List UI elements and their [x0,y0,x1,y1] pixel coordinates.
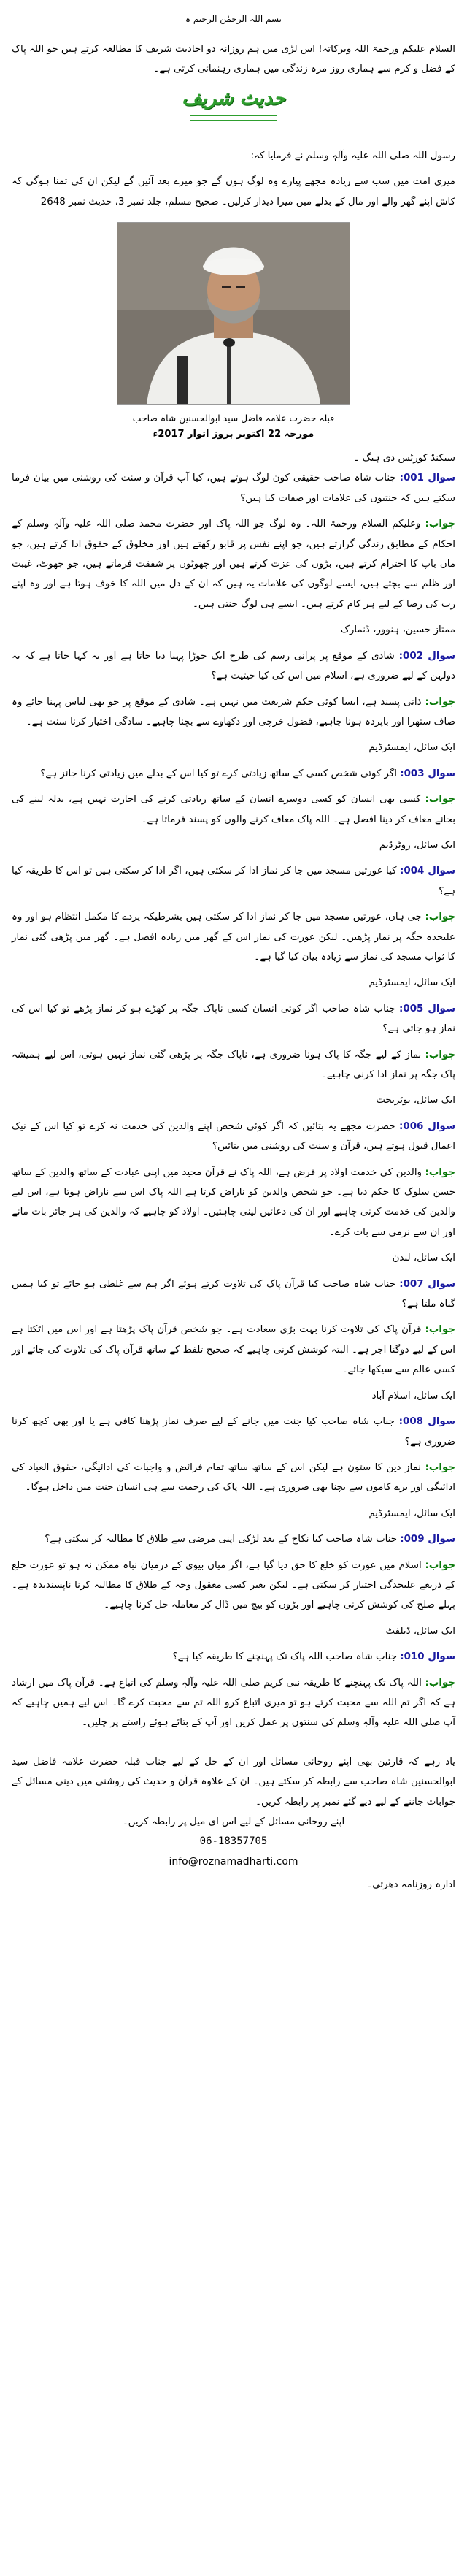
answer-label: جواب: [425,911,455,923]
answer-text [12,790,455,830]
question-label: سوال 006: [399,1120,455,1132]
question-body: کیا عورتیں مسجد میں جا کر نماز ادا کر سکتی ہیں، اگر ادا کر سکتی ہیں تو اس کا طریقہ کیا ہے؟ [12,865,455,897]
heading-underline [190,115,277,121]
question-label: سوال 003: [400,768,455,779]
answer-body: نماز دین کا ستون ہے لیکن اس کے ساتھ ساتھ تمام فرائض و واجبات کی ادائیگی، حقوق العباد کی ادائیگی اور برے کاموں سے بچنا بھی ضروری ہے۔ اللہ پاک کی رحمت سے ہی انسان جنت میں داخل ہوگا۔ [12,1461,455,1494]
question-body: شادی کے موقع پر پرانی رسم کی طرح ایک جوڑا پہنا دیا جاتا ہے اور یہ کہا جاتا ہے کہ یہ دولہن کے لیے ضروری ہے، اسلام میں اس کی کیا حیثیت ہے؟ [12,650,455,682]
question-body: جناب شاہ صاحب کیا قرآن پاک کی تلاوت کرتے ہوئے اگر ہم سے غلطی ہو جائے تو کیا ہمیں گناہ ملتا ہے؟ [12,1278,455,1310]
question-body: حضرت مجھے یہ بتائیں کہ اگر کوئی شخص اپنے والدین کی خدمت نہ کرے تو کیا اس کے نیک اعمال قبول ہوتے ہیں، قرآن و سنت کی روشنی میں بتائیں؟ [12,1120,455,1153]
question-label: سوال 007: [399,1278,455,1290]
answer-body: کسی بھی انسان کو کسی دوسرے انسان کے ساتھ زیادتی کرنے کی اجازت نہیں ہے، بدلہ لینے کی بجائے معاف کر دینا افضل ہے۔ اللہ پاک معاف کرنے والوں کو پسند فرماتا ہے۔ [12,794,455,825]
speaker-photo [117,222,350,405]
section-heading: حدیث شریف [182,87,285,110]
answer-body: نماز کے لیے جگہ کا پاک ہونا ضروری ہے، ناپاک جگہ پر پڑھی گئی نماز نہیں ہوتی، اس لیے ہمیشہ پاک جگہ پر نماز ادا کرنی چاہیے۔ [12,1049,455,1080]
question-text [12,468,455,508]
asker-name: ایک سائل، ایمسٹرڈیم [368,742,455,754]
question-label: سوال 004: [400,865,456,877]
answer-label: جواب: [425,1559,455,1571]
asker-name: ایک سائل، یوٹریخت [376,1095,455,1107]
answer-text [12,1320,455,1380]
answer-text [12,1163,455,1243]
hadith-text: میری امت میں سب سے زیادہ مجھے پیارے وہ لوگ ہوں گے جو میرے بعد آئیں گے لیکن ان کی تمنا ہوگی کہ کاش اپنے گھر والے اور مال کے بدلے میں میرا دیدار کرلیں۔ صحیح مسلم، جلد نمبر 3، حدیث نمبر 2648 [12,176,455,207]
closing-text: یاد رہے کہ قارئین بھی اپنے روحانی مسائل اور ان کے حل کے لیے جناب قبلہ حضرت علامہ فاضل سید ابوالحسنین شاہ صاحب سے رابطہ کر سکتے ہیں۔ ان کے علاوہ قرآن و حدیث کی روشنی میں دینی مسائل کے جوابات جاننے کے لیے دیے گئے نمبر پر رابطہ کریں۔ [12,1756,455,1808]
answer-body: والدین کی خدمت اولاد پر فرض ہے، اللہ پاک نے قرآن مجید میں اپنی عبادت کے ساتھ والدین کے ساتھ حسن سلوک کا حکم دیا ہے۔ جو شخص والدین کو ناراض کرتا ہے اللہ پاک اس سے ناراض ہوتا ہے، اس لیے والدین کی خدمت کرنی چاہیے اور ان کی دعائیں لینی چاہئیں۔ اولاد کو چاہیے کہ والدین کی ہر جائز بات مانے اور ان سے نرمی سے بات کرے۔ [12,1166,455,1238]
photo-caption-date: مورخہ 22 اکتوبر بروز اتوار 2017ء [153,429,314,440]
question-label: سوال 002: [398,650,455,662]
qa-intro: سیکنڈ کورٹس دی ہیگ ۔ [353,453,455,465]
question-body: جناب شاہ صاحب اللہ پاک تک پہنچنے کا طریقہ کیا ہے؟ [172,1651,397,1663]
intro-text: السلام علیکم ورحمۃ اللہ وبرکاتہ! اس لڑی میں ہم روزانہ دو احادیث شریف کا مطالعہ کرتے ہیں جو اللہ پاک کے فضل و کرم سے ہماری روز مرہ زندگی میں ہماری رہنمائی کرتی ہے۔ [12,44,455,75]
speaker-photo-illustration [117,223,350,404]
question-label: سوال 009: [400,1534,455,1545]
bismillah: بسم اللہ الرحمٰن الرحیم ہ [185,14,282,24]
email-link[interactable]: info@roznamadharti.com [169,1855,298,1868]
answer-text [12,514,455,614]
question-body: جناب شاہ صاحب حقیقی کون لوگ ہوتے ہیں، کیا آپ قرآن و سنت کی روشنی میں بیان فرما سکتے ہیں کہ جنتیوں کی علامات اور صفات کیا ہیں؟ [12,473,455,504]
question-text [12,861,455,901]
answer-text [12,907,455,967]
section-heading-wrap [12,84,455,113]
question-text [12,1647,455,1667]
answer-label: جواب: [425,794,455,806]
answer-label: جواب: [425,519,455,530]
heading-rule-wrap [12,115,455,121]
answer-label: جواب: [425,1677,455,1689]
question-label: سوال 005: [399,1003,456,1014]
question-body: جناب شاہ صاحب کیا نکاح کے بعد لڑکی اپنی مرضی سے طلاق کا مطالبہ کر سکتی ہے؟ [45,1534,397,1545]
photo-caption-name: قبلہ حضرت علامہ فاضل سید ابوالحسنین شاہ صاحب [132,413,335,424]
footer-text: ادارہ روزنامہ دھرتی۔ [366,1879,455,1891]
hadith-intro: رسول اللہ صلی اللہ علیہ وآلہٖ وسلم نے فرمایا کہ: [250,150,455,161]
question-text [12,764,455,784]
answer-text [12,1458,455,1498]
question-text [12,999,455,1039]
asker-name: ایک سائل، ڈیلفٹ [385,1625,455,1637]
contact-line: اپنے روحانی مسائل کے لیے اس ای میل پر رابطہ کریں۔ [122,1816,345,1827]
answer-label: جواب: [425,696,455,708]
question-label: سوال 010: [400,1651,455,1663]
question-text [12,646,455,687]
question-text [12,1117,455,1157]
answer-label: جواب: [425,1461,456,1473]
question-body: اگر کوئی شخص کسی کے ساتھ زیادتی کرے تو کیا اس کے بدلے میں زیادتی کرنا جائز ہے؟ [40,768,397,779]
asker-name: ایک سائل، ایمسٹرڈیم [368,977,455,989]
phone-number[interactable]: 06-18357705 [199,1835,268,1848]
answer-text [12,1673,455,1733]
answer-text [12,692,455,733]
answer-body: ذاتی پسند ہے، ایسا کوئی حکم شریعت میں نہیں ہے۔ شادی کے موقع پر جو بھی لباس پہنا جائے وہ صاف ستھرا اور باپردہ ہونا چاہیے، فضول خرچی اور دکھاوے سے بچنا چاہیے۔ سادگی اختیار کرنا سنت ہے۔ [12,696,455,727]
question-text [12,1529,455,1549]
answer-body: اللہ پاک تک پہنچنے کا طریقہ نبی کریم صلی اللہ علیہ وآلہٖ وسلم کی اتباع ہے۔ قرآن پاک میں ارشاد ہے کہ اگر تم اللہ سے محبت کرتے ہو تو میری اتباع کرو اللہ تم سے محبت کرے گا۔ اس لیے ہمیں چاہیے کہ آپ صلی اللہ علیہ وآلہٖ وسلم کی سنتوں پر عمل کریں اور آپ کے بتائے ہوئے راستے پر چلیں۔ [12,1677,455,1729]
answer-text [12,1045,455,1085]
asker-name: ممتاز حسین، ہنوور، ڈنمارک [340,624,455,636]
question-body: جناب شاہ صاحب اگر کوئی انسان کسی ناپاک جگہ پر کھڑے ہو کر نماز پڑھے تو کیا اس کی نماز ہو جاتی ہے؟ [12,1003,455,1035]
answer-body: قرآن پاک کی تلاوت کرنا بہت بڑی سعادت ہے۔ جو شخص قرآن پاک پڑھتا ہے اور اس میں اٹکتا ہے اس کے لیے دوگنا اجر ہے۔ البتہ کوشش کرنی چاہیے کہ صحیح تلفظ کے ساتھ قرآن پاک کی تلاوت کی جائے اور کسی عالم سے سیکھا جائے۔ [12,1324,455,1376]
qa-list [12,468,455,1732]
answer-body: وعلیکم السلام ورحمۃ اللہ۔ وہ لوگ جو اللہ پاک اور حضرت محمد صلی اللہ علیہ وآلہٖ وسلم کے احکام کے مطابق زندگی گزارتے ہیں، جو اپنے نفس پر قابو رکھتے ہیں اور مخلوق کے حقوق ادا کرتے ہیں، جو ماں باپ کا احترام کرتے ہیں، بڑوں کی عزت کرتے ہیں اور چھوٹوں پر شفقت فرماتے ہیں، جو جھوٹ، غیبت اور ظلم سے بچتے ہیں، ایسے لوگوں کی علامات یہ ہیں کہ ان کے دل میں اللہ کا خوف ہوتا ہے اور وہ اپنے رب کی رضا کے لیے ہر کام کرتے ہیں۔ ایسے ہی لوگ جنتی ہیں۔ [12,519,455,610]
asker-name: ایک سائل، اسلام آباد [371,1390,455,1402]
answer-label: جواب: [425,1049,455,1060]
question-body: جناب شاہ صاحب کیا جنت میں جانے کے لیے صرف نماز پڑھنا کافی ہے یا اور بھی کچھ کرنا ضروری ہے؟ [12,1416,455,1448]
answer-label: جواب: [425,1324,455,1336]
question-text [12,1274,455,1315]
answer-label: جواب: [425,1166,455,1178]
spacer [12,1733,455,1752]
answer-body: جی ہاں، عورتیں مسجد میں جا کر نماز ادا کر سکتی ہیں بشرطیکہ پردے کا مکمل انتظام ہو اور وہ علیحدہ جگہ پر نماز پڑھیں۔ لیکن عورت کی نماز اس کے گھر میں زیادہ افضل ہے۔ گھر میں پڑھی گئی نماز کا ثواب مسجد کی نماز سے زیادہ بیان کیا گیا ہے۔ [12,911,455,963]
answer-body: اسلام میں عورت کو خلع کا حق دیا گیا ہے، اگر میاں بیوی کے درمیان نباہ ممکن نہ ہو تو عورت خلع کے ذریعے علیحدگی اختیار کر سکتی ہے۔ لیکن بغیر کسی معقول وجہ کے طلاق کا مطالبہ کرنا ناپسندیدہ ہے۔ پہلے صلح کی کوشش کرنی چاہیے اور بڑوں کو بیچ میں ڈال کر معاملہ حل کرنا چاہیے۔ [12,1559,455,1611]
question-label: سوال 008: [398,1416,455,1428]
question-text [12,1412,455,1452]
question-label: سوال 001: [399,473,456,484]
asker-name: ایک سائل، ایمسٹرڈیم [368,1507,455,1519]
contact-block [12,1812,455,1872]
answer-text [12,1556,455,1616]
asker-name: ایک سائل، لندن [392,1253,455,1264]
asker-name: ایک سائل، روٹرڈیم [379,839,455,851]
photo-wrap [12,222,455,405]
